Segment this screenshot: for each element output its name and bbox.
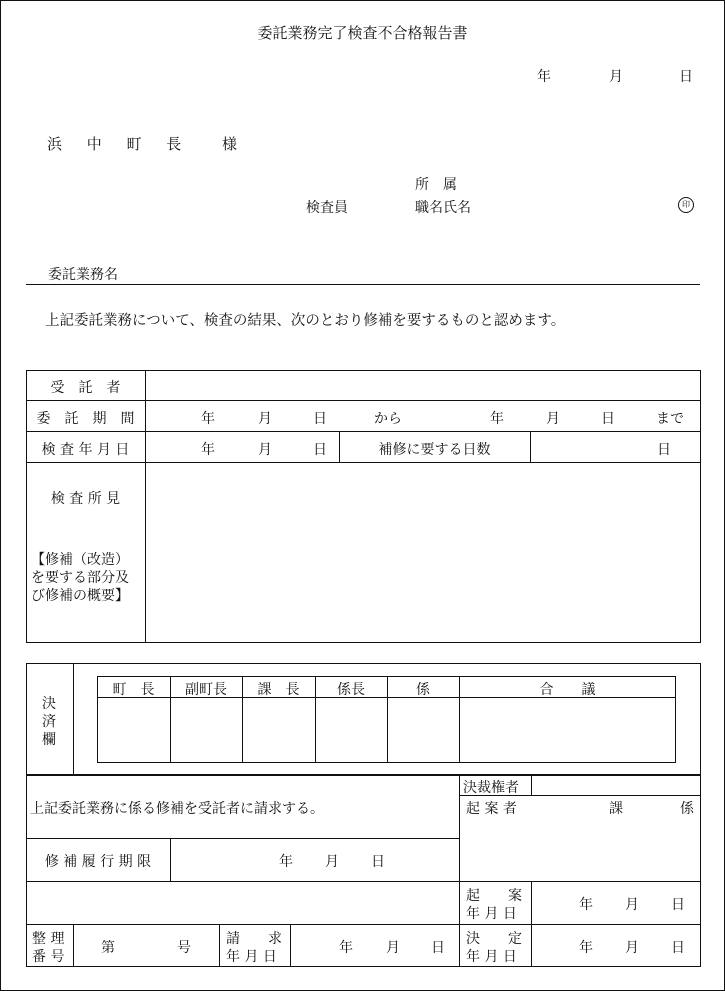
draft-month: 月 <box>625 897 639 913</box>
period-to-day: 日 <box>601 411 615 427</box>
period-label: 委 託 期 間 <box>36 411 135 427</box>
drafter-section: 課 <box>609 801 623 817</box>
approval-header-section-chief: 課 長 <box>257 682 300 698</box>
contract-name-label: 委託業務名 <box>48 267 118 283</box>
deadline-day: 日 <box>371 854 385 870</box>
approval-header-deputy-mayor: 副町長 <box>185 682 227 698</box>
approval-header-consultation: 合 議 <box>539 682 596 698</box>
contractor-label: 受 託 者 <box>50 380 121 396</box>
inspection-month: 月 <box>258 442 272 458</box>
seal-icon: 印 <box>678 197 694 213</box>
drafter-label: 起 案 者 <box>466 801 517 817</box>
inspection-date-label: 検 査 年 月 日 <box>41 442 130 458</box>
period-from-month: 月 <box>258 411 272 427</box>
title-name-label: 職名氏名 <box>415 200 471 216</box>
inspection-day: 日 <box>313 442 327 458</box>
statement-text: 上記委託業務について、検査の結果、次のとおり修補を要するものと認めます。 <box>45 313 566 329</box>
approval-label-3: 欄 <box>42 732 56 748</box>
decision-month: 月 <box>625 940 639 956</box>
period-to-year: 年 <box>490 411 504 427</box>
inspection-year: 年 <box>201 442 215 458</box>
main-table-label-divider <box>145 370 146 643</box>
repair-days-label: 補修に要する日数 <box>378 442 491 458</box>
approval-header-subsection-chief: 係長 <box>337 682 365 698</box>
repair-note-line-2: を要する部分及 <box>31 570 129 586</box>
authority-label: 決裁権者 <box>463 780 519 796</box>
period-from-day: 日 <box>313 411 327 427</box>
addressee-honorific: 様 <box>222 135 238 153</box>
draft-date-label-2: 年 月 日 <box>466 906 517 922</box>
header-year: 年 <box>537 69 551 85</box>
ref-number-label-1: 整 理 <box>32 931 65 947</box>
findings-label: 検 査 所 見 <box>50 491 121 507</box>
decision-year: 年 <box>579 940 593 956</box>
affiliation-label: 所 属 <box>415 177 457 193</box>
decision-day: 日 <box>671 940 685 956</box>
period-kara: から <box>374 411 402 427</box>
repair-days-unit: 日 <box>657 442 671 458</box>
approval-header-staff: 係 <box>416 682 430 698</box>
approval-label-1: 決 <box>42 696 56 712</box>
draft-day: 日 <box>671 897 685 913</box>
draft-date-label-1: 起 案 <box>466 888 522 904</box>
deadline-label: 修 補 履 行 期 限 <box>44 854 152 870</box>
header-month: 月 <box>609 69 623 85</box>
repair-note-line-3: び修補の概要】 <box>31 588 129 604</box>
request-date-label-1: 請 求 <box>226 931 282 947</box>
contract-name-underline <box>26 284 700 285</box>
repair-note-line-1: 【修補（改造） <box>31 552 129 568</box>
header-day: 日 <box>679 69 693 85</box>
deadline-month: 月 <box>325 854 339 870</box>
ref-go: 号 <box>177 940 191 956</box>
ref-dai: 第 <box>101 940 115 956</box>
request-text: 上記委託業務に係る修補を受託者に請求する。 <box>30 801 324 817</box>
approval-header-mayor: 町 長 <box>112 682 155 698</box>
period-made: まで <box>656 411 684 427</box>
inspector-label: 検査員 <box>306 200 348 216</box>
ref-number-label-2: 番 号 <box>32 949 65 965</box>
request-month: 月 <box>386 940 400 956</box>
request-day: 日 <box>431 940 445 956</box>
decision-date-label-1: 決 定 <box>466 931 522 947</box>
approval-label-2: 済 <box>42 714 56 730</box>
drafter-staff: 係 <box>680 801 694 817</box>
document-title: 委託業務完了検査不合格報告書 <box>257 24 468 42</box>
draft-year: 年 <box>579 897 593 913</box>
decision-date-label-2: 年 月 日 <box>466 949 517 965</box>
period-to-month: 月 <box>546 411 560 427</box>
deadline-year: 年 <box>279 854 293 870</box>
request-date-label-2: 年 月 日 <box>226 949 277 965</box>
request-year: 年 <box>339 940 353 956</box>
period-from-year: 年 <box>201 411 215 427</box>
addressee-name: 浜 中 町 長 <box>47 135 192 153</box>
